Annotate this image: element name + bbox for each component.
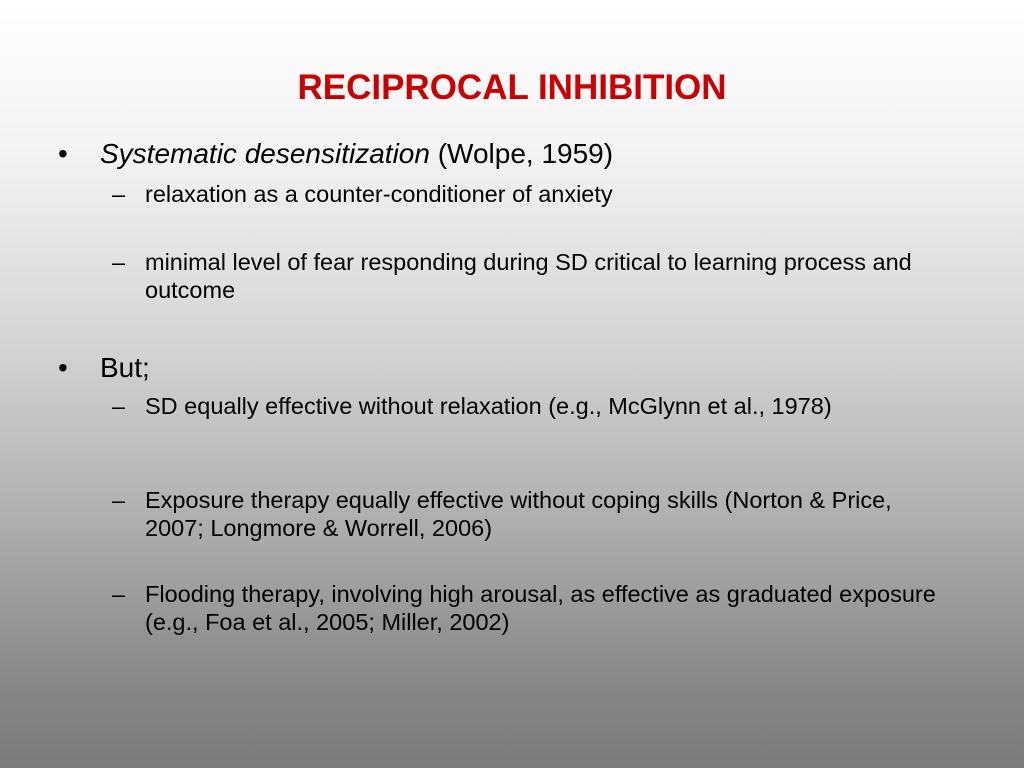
dash-marker: – — [112, 581, 126, 607]
bullet-marker: • — [58, 352, 68, 383]
sub-item-text: Flooding therapy, involving high arousal, as effective as graduated exposure (e.g., Foa et al., 2005; Miller, 2002) — [145, 581, 936, 635]
bullet-text — [100, 138, 613, 170]
sub-item-text: Exposure therapy equally effective without coping skills (Norton & Price, 2007; Longmore & Worrell, 2006) — [145, 487, 892, 541]
sub-item-text: relaxation as a counter-conditioner of anxiety — [145, 181, 613, 207]
sub-item-text: SD equally effective without relaxation (e.g., McGlynn et al., 1978) — [145, 393, 832, 419]
bullet-marker: • — [58, 138, 68, 169]
dash-marker: – — [112, 487, 126, 513]
slide-title: RECIPROCAL INHIBITION — [297, 68, 727, 107]
bullet-plain-text: (Wolpe, 1959) — [429, 138, 614, 169]
dash-marker: – — [112, 393, 126, 419]
bullet-italic-text: Systematic desensitization — [100, 138, 430, 169]
bullet-plain-text: But; — [100, 352, 150, 383]
dash-marker: – — [112, 181, 126, 207]
sub-item-text: minimal level of fear responding during SD critical to learning process and outcome — [145, 249, 912, 303]
dash-marker: – — [112, 249, 126, 275]
